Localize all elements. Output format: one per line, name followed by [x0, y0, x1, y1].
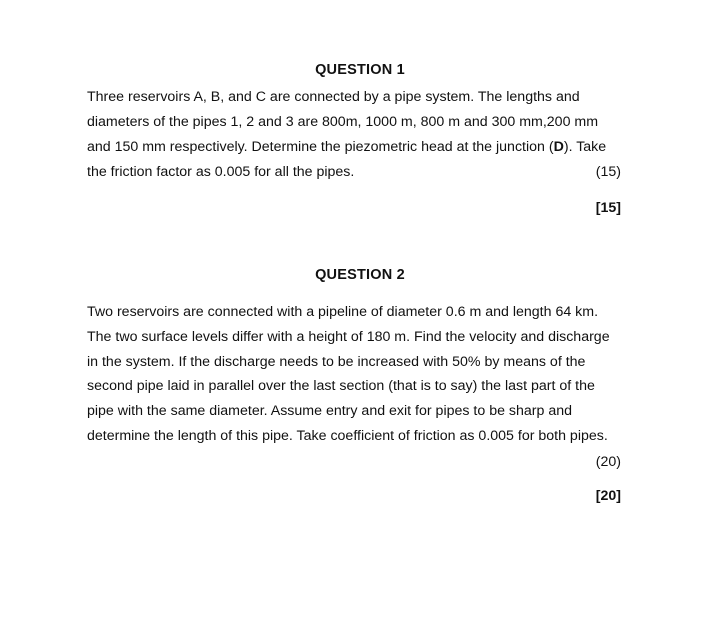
question-2-line-5: pipe with the same diameter. Assume entry and exit for pipes to be sharp and [87, 403, 573, 419]
question-2-line-2: The two surface levels differ with a height of 180 m. Find the velocity and discharge [87, 329, 610, 345]
question-1-line-1: Three reservoirs A, B, and C are connected by a pipe system. The lengths and [87, 89, 580, 105]
question-2-line-1: Two reservoirs are connected with a pipeline of diameter 0.6 m and length 64 km. [87, 304, 599, 320]
question-2-heading: QUESTION 2 [315, 267, 405, 283]
question-1-total: [15] [595, 200, 621, 216]
question-1-marks: (15) [595, 164, 621, 180]
junction-label: D [553, 139, 564, 155]
question-2-total: [20] [595, 488, 621, 504]
question-1-line-3 [87, 139, 606, 155]
question-1-heading: QUESTION 1 [315, 62, 405, 78]
question-2-marks: (20) [595, 454, 621, 470]
question-1-line-4: the friction factor as 0.005 for all the pipes. [87, 164, 355, 180]
question-2-line-6: determine the length of this pipe. Take coefficient of friction as 0.005 for both pipes. [87, 428, 608, 444]
question-1-line-2: diameters of the pipes 1, 2 and 3 are 800m, 1000 m, 800 m and 300 mm,200 mm [87, 114, 599, 130]
question-2-line-4: second pipe laid in parallel over the last section (that is to say) the last part of the [87, 378, 595, 394]
question-1-line-3-start: and 150 mm respectively. Determine the piezometric head at the junction ( [87, 139, 554, 155]
question-1-line-3-end: ). Take [563, 139, 607, 155]
question-2-line-3: in the system. If the discharge needs to be increased with 50% by means of the [87, 354, 586, 370]
